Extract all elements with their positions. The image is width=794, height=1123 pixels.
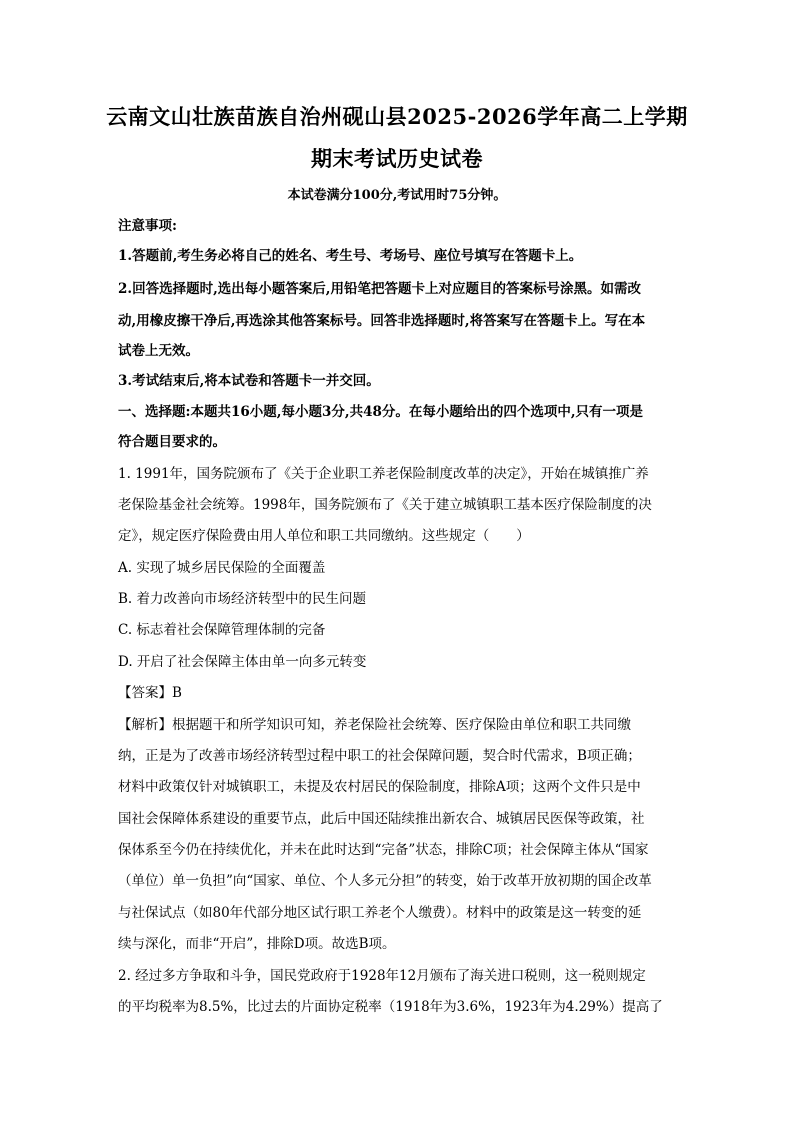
q2-stem-line2: 的平均税率为8.5%，比过去的片面协定税率（1918年为3.6%，1923年为4.29%）提高了 [118, 999, 663, 1015]
q1-analysis-line1: 【解析】根据题干和所学知识可知，养老保险社会统筹、医疗保险由单位和职工共同缴 [118, 717, 631, 733]
q1-answer: 【答案】B [118, 685, 182, 701]
notice-item-2-line2: 动,用橡皮擦干净后,再选涂其他答案标号。回答非选择题时,将答案写在答题卡上。写在本 [118, 313, 646, 329]
notice-item-3: 3.考试结束后,将本试卷和答题卡一并交回。 [118, 373, 380, 389]
notice-heading: 注意事项: [118, 218, 177, 234]
q1-stem-line2: 老保险基金社会统筹。1998年，国务院颁布了《关于建立城镇职工基本医疗保险制度的决 [118, 497, 652, 513]
notice-item-1: 1.答题前,考生务必将自己的姓名、考生号、考场号、座位号填写在答题卡上。 [118, 248, 583, 264]
q1-analysis-line5: 保体系至今仍在持续优化，并未在此时达到“完备”状态，排除C项；社会保障主体从“国家 [118, 842, 649, 858]
q1-stem-line3: 定》，规定医疗保险费由用人单位和职工共同缴纳。这些规定（ ） [118, 528, 530, 544]
q1-option-d: D. 开启了社会保障主体由单一向多元转变 [118, 654, 367, 670]
exam-title-line2: 期末考试历史试卷 [311, 146, 483, 171]
exam-subtitle: 本试卷满分100分,考试用时75分钟。 [287, 188, 507, 203]
q1-analysis-line3: 材料中政策仅针对城镇职工，未提及农村居民的保险制度，排除A项；这两个文件只是中 [118, 779, 641, 795]
notice-item-2-line1: 2.回答选择题时,选出每小题答案后,用铅笔把答题卡上对应题目的答案标号涂黑。如需改 [118, 281, 641, 297]
q1-analysis-line2: 纳，正是为了改善市场经济转型过程中职工的社会保障问题，契合时代需求，B项正确； [118, 748, 641, 764]
q1-stem-line1: 1. 1991年，国务院颁布了《关于企业职工养老保险制度改革的决定》，开始在城镇推广养 [118, 466, 649, 482]
q1-option-b: B. 着力改善向市场经济转型中的民生问题 [118, 591, 367, 607]
section1-instruction-line2: 符合题目要求的。 [118, 434, 226, 450]
exam-title-line1: 云南文山壮族苗族自治州砚山县2025-2026学年高二上学期 [106, 104, 688, 129]
section1-instruction-line1: 一、选择题:本题共16小题,每小题3分,共48分。在每小题给出的四个选项中,只有一项是 [118, 404, 644, 420]
q1-option-a: A. 实现了城乡居民保险的全面覆盖 [118, 560, 326, 576]
q1-analysis-line8: 续与深化，而非“开启”，排除D项。故选B项。 [118, 936, 396, 952]
q1-analysis-line7: 与社保试点（如80年代部分地区试行职工养老个人缴费）。材料中的政策是这一转变的延 [118, 905, 642, 921]
q1-analysis-line4: 国社会保障体系建设的重要节点，此后中国还陆续推出新农合、城镇居民医保等政策，社 [118, 811, 645, 827]
q2-stem-line1: 2. 经过多方争取和斗争，国民党政府于1928年12月颁布了海关进口税则，这一税则规定 [118, 968, 646, 984]
q1-analysis-line6: （单位）单一负担”向“国家、单位、个人多元分担”的转变，始于改革开放初期的国企改革 [118, 873, 652, 889]
q1-option-c: C. 标志着社会保障管理体制的完备 [118, 622, 326, 638]
notice-item-2-line3: 试卷上无效。 [118, 343, 199, 359]
